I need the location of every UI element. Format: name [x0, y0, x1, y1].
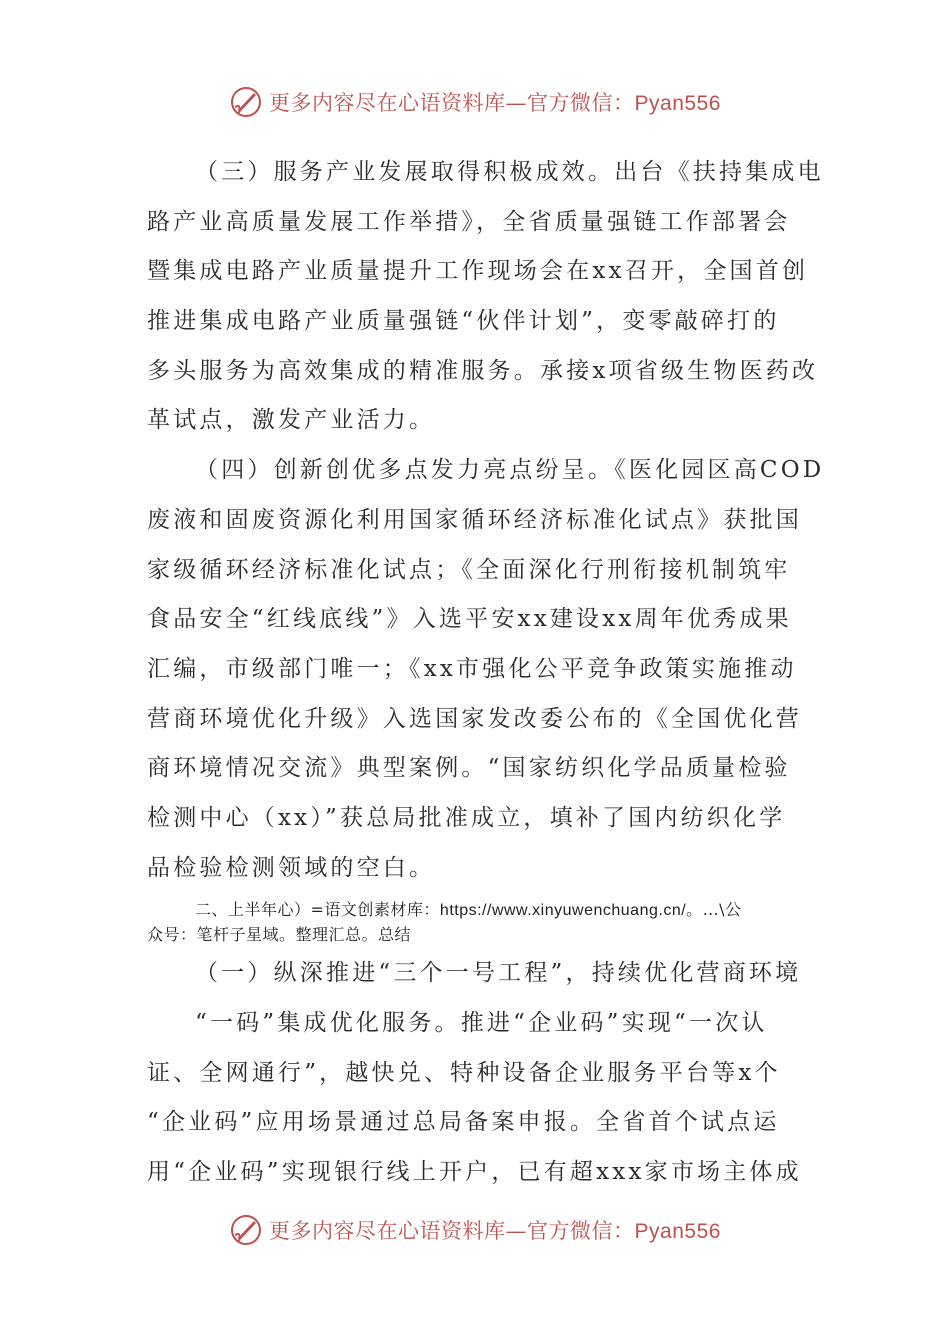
paragraph-line: 废液和固废资源化利用国家循环经济标准化试点》获批国 — [147, 506, 802, 533]
paragraph-line: 检测中心（xx）”获总局批准成立，填补了国内纺织化学 — [147, 804, 786, 831]
paragraph-line: 汇编，市级部门唯一；《xx市强化公平竞争政策实施推动 — [147, 655, 797, 682]
paragraph-line: 用“企业码”实现银行线上开户，已有超xxx家市场主体成 — [147, 1159, 802, 1186]
paragraph-line: 推进集成电路产业质量强链“伙伴计划”，变零敲碎打的 — [147, 308, 780, 335]
note-line-2: 众号：笔杆子星域。整理汇总。总结 — [147, 925, 412, 945]
paragraph-line: 品检验检测领域的空白。 — [147, 854, 436, 881]
footer-watermark — [0, 1210, 950, 1250]
watermark-text: 更多内容尽在心语资料库—官方微信：Pyan556 — [269, 91, 721, 115]
inserted-note — [147, 898, 812, 947]
note-url: https://www.xinyuwenchuang.cn/ — [439, 902, 687, 920]
note-line-1: 二、上半年心）=语文创素材库：https://www.xinyuwenchuang.cn/。…\公 — [195, 900, 742, 920]
wechat-id: Pyan556 — [634, 92, 721, 115]
paragraph-line: 食品安全“红线底线”》入选平安xx建设xx周年优秀成果 — [147, 606, 792, 633]
paragraph-line: （三）服务产业发展取得积极成效。出台《扶持集成电 — [195, 159, 824, 185]
paragraph-line: “企业码”应用场景通过总局备案申报。全省首个试点运 — [147, 1109, 780, 1136]
paragraph-line: 证、全网通行”，越快兑、特种设备企业服务平台等x个 — [147, 1059, 781, 1086]
section-3 — [147, 148, 824, 446]
paragraph-line: 暨集成电路产业质量提升工作现场会在xx召开，全国首创 — [147, 258, 809, 285]
wechat-id: Pyan556 — [634, 1220, 721, 1243]
quill-pen-logo-icon — [229, 1213, 263, 1247]
paragraph-line: （四）创新创优多点发力亮点纷呈。《医化园区高COD — [195, 457, 825, 484]
paragraph-line: “一码”集成优化服务。推进“企业码”实现“一次认 — [195, 1010, 768, 1036]
quill-pen-logo-icon — [229, 85, 263, 119]
section-4 — [147, 446, 825, 893]
header-watermark — [0, 82, 950, 122]
paragraph-line: 路产业高质量发展工作举措》，全省质量强链工作部署会 — [147, 208, 791, 235]
document-body — [147, 148, 825, 1198]
paragraph-line: 营商环境优化升级》入选国家发改委公布的《全国优化营 — [147, 705, 802, 732]
paragraph-line: 家级循环经济标准化试点；《全面深化行刑衔接机制筑牢 — [147, 556, 791, 583]
paragraph-line: 商环境情况交流》典型案例。“国家纺织化学品质量检验 — [147, 755, 791, 782]
section-next — [147, 949, 812, 1197]
paragraph-line: 多头服务为高效集成的精准服务。承接x项省级生物医药改 — [147, 357, 819, 384]
section-heading: （一）纵深推进“三个一号工程”，持续优化营商环境 — [195, 960, 802, 987]
watermark-text: 更多内容尽在心语资料库—官方微信：Pyan556 — [269, 1219, 721, 1243]
paragraph-line: 革试点，激发产业活力。 — [147, 407, 436, 434]
